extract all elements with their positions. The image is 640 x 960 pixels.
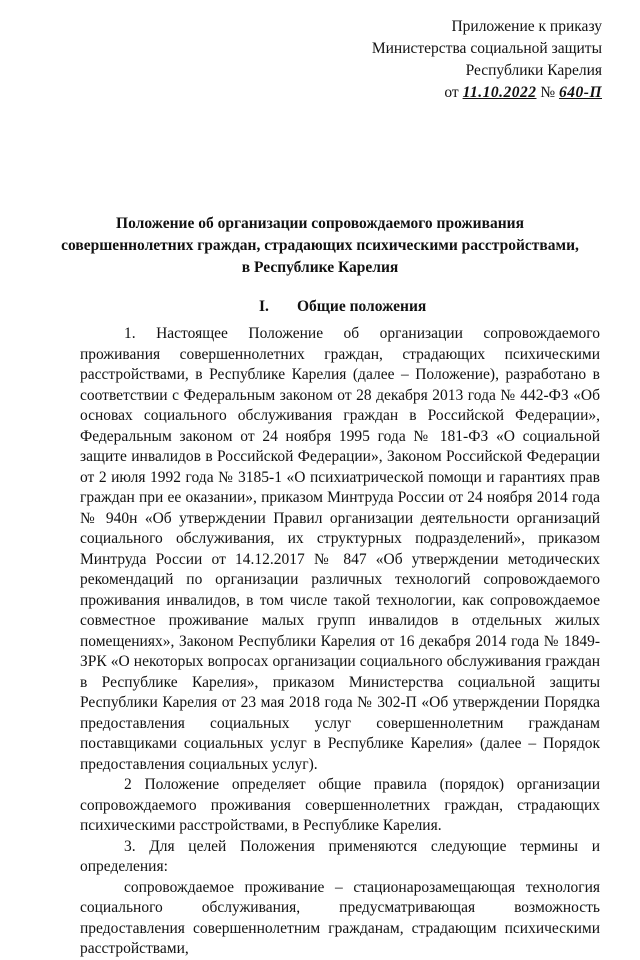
paragraph-definition: сопровождаемое проживание – стационарозамещающая технология социального обслуживания, предусматривающая возможность предоставления совершеннолетним гражданам, страдающим психическими расстройствами,	[80, 878, 600, 957]
header-line-ministry: Министерства социальной защиты	[371, 40, 602, 57]
document-title	[40, 213, 600, 279]
header-line-attachment: Приложение к приказу	[451, 18, 602, 35]
date-prefix: от	[444, 84, 459, 101]
paragraph-3: 3. Для целей Положения применяются следующие термины и определения:	[80, 837, 600, 875]
title-line-3: в Республике Карелия	[241, 259, 399, 276]
paragraph-2: 2 Положение определяет общие правила (порядок) организации сопровождаемого проживания совершеннолетних граждан, страдающих психическими расстройствами, в Республике Карелия.	[80, 776, 600, 834]
header-line-republic: Республики Карелия	[465, 62, 602, 79]
title-line-2: совершеннолетних граждан, страдающих психическими расстройствами,	[61, 237, 579, 254]
order-attachment-header	[372, 16, 602, 104]
section-title: Общие положения	[297, 298, 427, 315]
section-number: I.	[259, 298, 269, 315]
header-line-date-number	[372, 82, 602, 104]
title-line-1: Положение об организации сопровождаемого проживания	[116, 215, 524, 232]
order-number: 640-П	[559, 84, 602, 101]
number-prefix: №	[540, 84, 556, 101]
paragraph-1: 1. Настоящее Положение об организации сопровождаемого проживания совершеннолетних граждан, страдающих психическими расстройствами, в Республике Карелия (далее – Положение), разработано в соответствии с Федеральным законом от 28 декабря 2013 года № 442-ФЗ «Об основах социального обслуживания граждан в Российской Федерации», Федеральным законом от 24 ноября 1995 года № 181-ФЗ «О социальной защите инвалидов в Российской Федерации», Законом Российской Федерации от 2 июля 1992 года № 3185-1 «О психиатрической помощи и гарантиях прав граждан при ее оказании», приказом Минтруда России от 24 ноября 2014 года № 940н «Об утверждении Правил организации деятельности организаций социального обслуживания, их структурных подразделений», приказом Минтруда России от 14.12.2017 № 847 «Об утверждении методических рекомендаций по организации различных технологий сопровождаемого проживания инвалидов, в том числе такой технологии, как сопровождаемое совместное проживание малых групп инвалидов в отдельных жилых помещениях», Законом Республики Карелия от 16 декабря 2014 года № 1849-ЗРК «О некоторых вопросах организации социального обслуживания граждан в Республике Карелия», приказом Министерства социальной защиты Республики Карелия от 23 мая 2018 года № 302-П «Об утверждении Порядка предоставления социальных услуг совершеннолетним гражданам поставщиками социальных услуг в Республике Карелия» (далее – Порядок предоставления социальных услуг).	[80, 325, 600, 773]
document-body	[80, 324, 600, 960]
order-date: 11.10.2022	[462, 84, 537, 101]
